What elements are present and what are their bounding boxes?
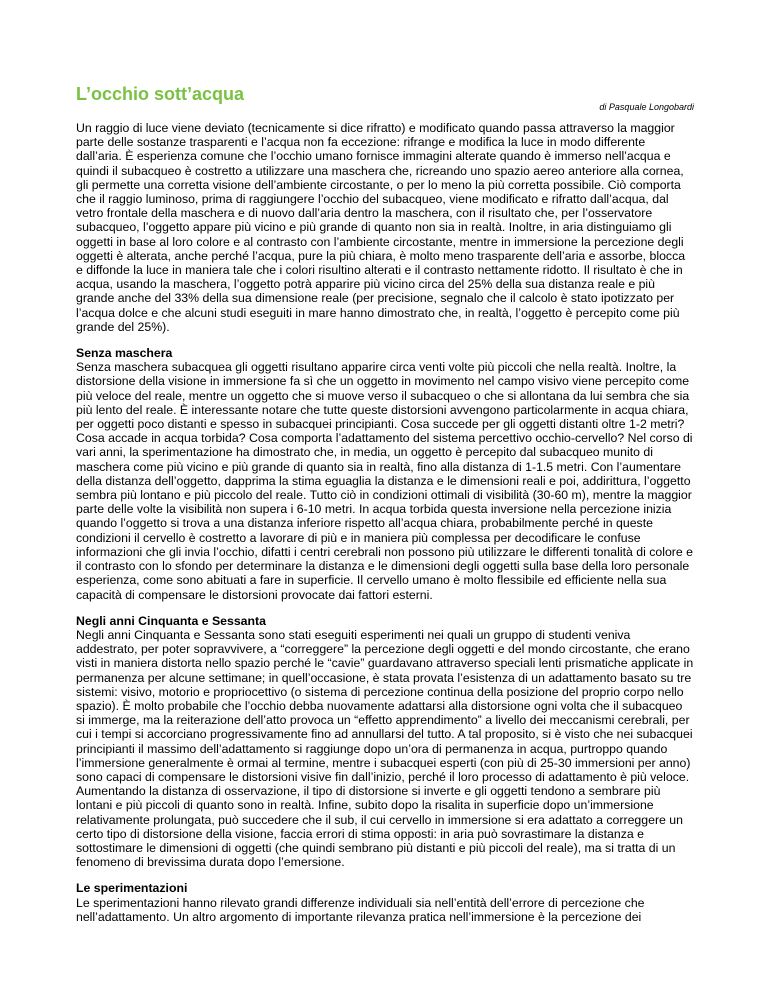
article-byline: di Pasquale Longobardi <box>599 102 694 112</box>
intro-paragraph: Un raggio di luce viene deviato (tecnicamente si dice rifratto) e modificato quando passa attraverso la maggior parte delle sostanze trasparenti e l’acqua non fa eccezione: rifrange e modifica la luce in modo differente dall’aria. È esperienza comune che l’occhio umano fornisce immagini alterate quando è immerso nell’acqua e quindi il subacqueo è costretto a utilizzare una maschera che, ricreando uno spazio aereo anteriore alla cornea, gli permette una corretta visione dell’ambiente circostante, o per lo meno la più corretta possibile. Ciò comporta che il raggio luminoso, prima di raggiungere l’occhio del subacqueo, viene modificato e rifratto dall’acqua, dal vetro frontale della maschera e di nuovo dall’aria dentro la maschera, con il risultato che, per l’osservatore subacqueo, l’oggetto appare più vicino e più grande di quanto non sia in realtà. Inoltre, in aria distinguiamo gli oggetti in base al loro colore e al contrasto con l’ambiente circostante, mentre in immersione la percezione degli oggetti è alterata, anche perché l’acqua, pure la più chiara, è molto meno trasparente dell’aria e assorbe, blocca e diffonde la luce in maniera tale che i colori risultino alterati e il contrasto nettamente ridotto. Il risultato è che in acqua, usando la maschera, l’oggetto potrà apparire più vicino circa del 25% della sua distanza reale e più grande anche del 33% della sua dimensione reale (per precisione, segnalo che il calcolo è stato ipotizzato per l’acqua dolce e che alcuni studi eseguiti in mare hanno dimostrato che, in realtà, l’oggetto è percepito come più grande del 25%). <box>76 121 686 334</box>
section-heading-anni-cinquanta: Negli anni Cinquanta e Sessanta <box>76 613 266 628</box>
section-paragraph-sperimentazioni: Le sperimentazioni hanno rilevato grandi differenze individuali sia nell’entità dell’errore di percezione che nell’adattamento. Un altro argomento di importante rilevanza pratica nell’immersione è la percezione dei <box>76 895 645 924</box>
section-heading-sperimentazioni: Le sperimentazioni <box>76 881 188 896</box>
article-title: L’occhio sott’acqua <box>76 84 245 104</box>
section-paragraph-anni-cinquanta: Negli anni Cinquanta e Sessanta sono stati eseguiti esperimenti nei quali un gruppo di studenti veniva addestrato, per poter sopravvivere, a “correggere” la percezione degli oggetti e del mondo circostante, che erano visti in maniera distorta nello spazio perché le “cavie” guardavano attraverso speciali lenti prismatiche applicate in permanenza per alcune settimane; in quell’occasione, è stata provata l’esistenza di un adattamento basato su tre sistemi: visivo, motorio e propriocettivo (o sistema di percezione continua della posizione del proprio corpo nello spazio). È molto probabile che l’occhio debba nuovamente adattarsi alla distorsione ogni volta che il subacqueo si immerge, ma la reiterazione dell’atto provoca un “effetto apprendimento” a livello dei meccanismi cerebrali, per cui i tempi si accorciano progressivamente fino ad annullarsi del tutto. A tal proposito, si è visto che nei subacquei principianti il massimo dell’adattamento si raggiunge dopo un’ora di permanenza in acqua, purtroppo quando l’immersione generalmente è ormai al termine, mentre i subacquei esperti (con più di 25-30 immersioni per anno) sono capaci di compensare le distorsioni visive fin dall’inizio, perché il loro processo di adattamento è più veloce. Aumentando la distanza di osservazione, il tipo di distorsione si inverte e gli oggetti tendono a sembrare più lontani e più piccoli di quanto sono in realtà. Infine, subito dopo la risalita in superficie dopo un’immersione relativamente prolungata, può succedere che il sub, il cui cervello in immersione si era adattato a correggere un certo tipo di distorsione della visione, faccia errori di stima opposti: in aria può sovrastimare la distanza e sottostimare le dimensioni di oggetti (che quindi sembrano più distanti e più piccoli del reale), ma si tratta di un fenomeno di brevissima durata dopo l’emersione. <box>76 627 694 870</box>
article-body <box>76 121 694 936</box>
section-heading-senza-maschera: Senza maschera <box>76 346 173 361</box>
section-paragraph-senza-maschera: Senza maschera subacquea gli oggetti risultano apparire circa venti volte più piccoli che nella realtà. Inoltre, la distorsione della visione in immersione fa sì che un oggetto in movimento nel campo visivo viene percepito come più veloce del reale, mentre un oggetto che si muove verso il subacqueo o che si allontana da lui sembra che sia più lento del reale. È interessante notare che tutte queste distorsioni avvengono particolarmente in acqua chiara, per oggetti poco distanti e spesso in subacquei principianti. Cosa succede per gli oggetti distanti oltre 1-2 metri? Cosa accade in acqua torbida? Cosa comporta l’adattamento del sistema percettivo occhio-cervello? Nel corso di vari anni, la sperimentazione ha dimostrato che, in media, un oggetto è percepito dal subacqueo munito di maschera come più vicino e più grande di quanto sia in realtà, fino alla distanza di 1-1.5 metri. Con l’aumentare della distanza dell’oggetto, dapprima la stima eguaglia la distanza e le dimensioni reali e poi, addirittura, l’oggetto sembra più lontano e più piccolo del reale. Tutto ciò in condizioni ottimali di visibilità (30-60 m), mentre la maggior parte delle volte la visibilità non supera i 6-10 metri. In acqua torbida questa inversione nella percezione inizia quando l’oggetto si trova a una distanza inferiore rispetto all’acqua chiara, probabilmente perché in queste condizioni il cervello è costretto a lavorare di più e in maniera più complessa per decodificare le confuse informazioni che gli invia l’occhio, difatti i centri cerebrali non possono più utilizzare le differenti tonalità di colore e il contrasto con lo sfondo per determinare la distanza e le dimensioni degli oggetti sulla base della loro personale esperienza, come sono abituati a fare in superficie. Il cervello umano è molto flessibile ed efficiente nella sua capacità di compensare le distorsioni provocate dai fattori esterni. <box>76 360 693 602</box>
